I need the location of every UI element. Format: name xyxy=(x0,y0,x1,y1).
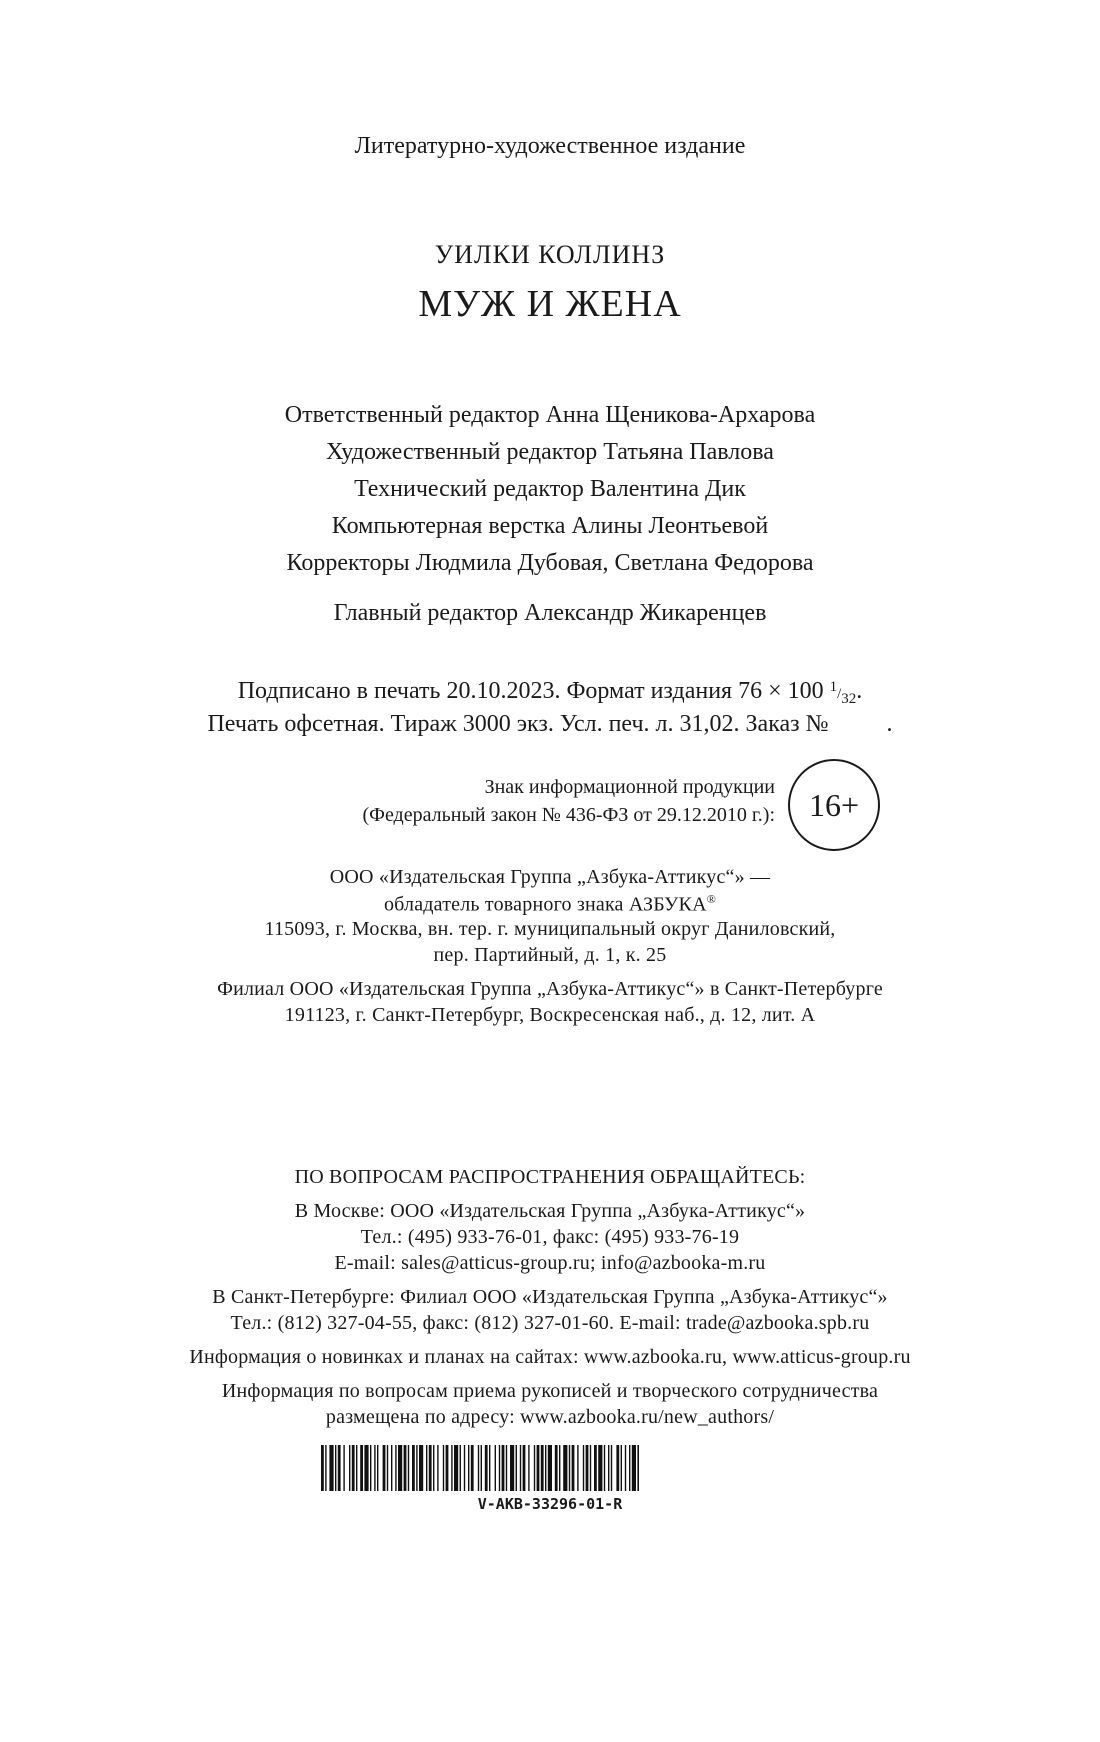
barcode-bar xyxy=(611,1445,612,1491)
barcode-bar xyxy=(454,1445,458,1491)
barcode-bar xyxy=(637,1445,639,1491)
barcode-bar xyxy=(528,1445,529,1491)
info-sign-law: (Федеральный закон № 436-ФЗ от 29.12.2010 г.): xyxy=(362,804,775,826)
barcode-bar xyxy=(374,1445,375,1491)
barcode-bar xyxy=(408,1445,409,1491)
barcode-bar xyxy=(520,1445,521,1491)
barcode-bar xyxy=(583,1445,584,1491)
barcode-bar xyxy=(460,1445,461,1491)
barcode-bar xyxy=(545,1445,546,1491)
barcode-bar xyxy=(387,1445,388,1491)
moscow-emails: E-mail: sales@atticus-group.ru; info@azbooka-m.ru xyxy=(334,1252,766,1274)
barcode-bar xyxy=(446,1445,449,1491)
manuscripts-info-1: Информация по вопросам приема рукописей и творческого сотрудничества xyxy=(221,1380,879,1402)
spb-distributor: В Санкт-Петербурге: Филиал ООО «Издательская Группа „Азбука-Аттикус“» xyxy=(212,1286,888,1308)
barcode-bar xyxy=(555,1445,558,1491)
barcode-bar xyxy=(464,1445,465,1491)
barcode-bar xyxy=(608,1445,609,1491)
barcode-bar xyxy=(395,1445,396,1491)
author-name: УИЛКИ КОЛЛИНЗ xyxy=(434,240,666,269)
barcode-bar xyxy=(616,1445,619,1491)
book-title: МУЖ И ЖЕНА xyxy=(418,283,682,325)
barcode-bar xyxy=(377,1445,378,1491)
barcode-bar xyxy=(534,1445,535,1491)
edition-type: Литературно-художественное издание xyxy=(354,133,746,159)
barcode-bar xyxy=(499,1445,500,1491)
barcode xyxy=(321,1445,639,1491)
manuscripts-info-2: размещена по адресу: www.azbooka.ru/new_authors/ xyxy=(325,1406,775,1428)
barcode-bar xyxy=(329,1445,333,1491)
moscow-phones: Тел.: (495) 933-76-01, факс: (495) 933-76-19 xyxy=(360,1226,740,1248)
barcode-bar xyxy=(419,1445,423,1491)
barcode-bar xyxy=(429,1445,432,1491)
barcode-bar xyxy=(478,1445,479,1491)
info-sign-label: Знак информационной продукции xyxy=(484,776,775,798)
barcode-bar xyxy=(621,1445,622,1491)
barcode-bar xyxy=(586,1445,589,1491)
distribution-heading: ПО ВОПРОСАМ РАСПРОСТРАНЕНИЯ ОБРАЩАЙТЕСЬ: xyxy=(294,1166,806,1188)
print-info-line-1 xyxy=(0,678,1100,708)
spb-contacts: Тел.: (812) 327-04-55, факс: (812) 327-01-60. E-mail: trade@azbooka.spb.ru xyxy=(230,1312,870,1334)
barcode-bar xyxy=(338,1445,341,1491)
barcode-bar xyxy=(433,1445,434,1491)
branch-address: 191123, г. Санкт-Петербург, Воскресенская наб., д. 12, лит. А xyxy=(284,1004,816,1026)
publisher-address-1: 115093, г. Москва, вн. тер. г. муниципальный округ Даниловский, xyxy=(264,918,836,940)
publisher-line-1: ООО «Издательская Группа „Азбука-Аттикус“» — xyxy=(329,866,771,888)
barcode-bar xyxy=(468,1445,469,1491)
barcode-bar xyxy=(594,1445,597,1491)
format-fraction-denominator: 32 xyxy=(841,691,857,707)
barcode-bar xyxy=(356,1445,357,1491)
chief-editor: Главный редактор Александр Жикаренцев xyxy=(333,600,767,626)
barcode-bar xyxy=(471,1445,474,1491)
barcode-bar xyxy=(352,1445,355,1491)
credit-layout: Компьютерная верстка Алины Леонтьевой xyxy=(331,513,769,539)
print-info-line-2 xyxy=(0,711,1100,738)
registered-mark: ® xyxy=(706,892,717,906)
barcode-bar xyxy=(451,1445,452,1491)
barcode-bar xyxy=(443,1445,444,1491)
barcode-bar xyxy=(506,1445,507,1491)
barcode-bar xyxy=(404,1445,407,1491)
barcode-bar xyxy=(481,1445,482,1491)
barcode-bar xyxy=(321,1445,324,1491)
barcode-bar xyxy=(335,1445,336,1491)
credit-technical-editor: Технический редактор Валентина Дик xyxy=(354,476,746,502)
barcode-bar xyxy=(559,1445,560,1491)
barcode-bar xyxy=(572,1445,575,1491)
print-info-order: Печать офсетная. Тираж 3000 экз. Усл. печ. л. 31,02. Заказ № xyxy=(207,711,829,737)
barcode-bar xyxy=(569,1445,570,1491)
barcode-bar xyxy=(604,1445,605,1491)
format-fraction-separator: / xyxy=(837,686,842,702)
barcode-bar xyxy=(416,1445,417,1491)
barcode-bar xyxy=(563,1445,567,1491)
format-fraction-numerator: 1 xyxy=(829,679,838,695)
barcode-bar xyxy=(523,1445,526,1491)
barcode-bar xyxy=(516,1445,517,1491)
publisher-trademark: обладатель товарного знака АЗБУКА xyxy=(383,893,707,916)
publisher-address-2: пер. Партийный, д. 1, к. 25 xyxy=(433,944,667,966)
age-rating-badge: 16+ xyxy=(788,759,880,851)
barcode-bar xyxy=(502,1445,505,1491)
barcode-bar xyxy=(537,1445,540,1491)
barcode-bar xyxy=(548,1445,552,1491)
barcode-bar xyxy=(391,1445,392,1491)
barcode-bar xyxy=(590,1445,591,1491)
print-info-order-period: . xyxy=(886,711,893,737)
barcode-code: V-AKB-33296-01-R xyxy=(477,1495,623,1513)
barcode-bar xyxy=(426,1445,427,1491)
moscow-distributor: В Москве: ООО «Издательская Группа „Азбука-Аттикус“» xyxy=(294,1200,806,1222)
publisher-line-2 xyxy=(0,892,1100,917)
barcode-bar xyxy=(370,1445,371,1491)
barcode-bar xyxy=(629,1445,630,1491)
credit-proofreaders: Корректоры Людмила Дубовая, Светлана Федорова xyxy=(286,550,814,576)
barcode-bar xyxy=(632,1445,636,1491)
print-info-period: . xyxy=(856,678,863,704)
barcode-bar xyxy=(349,1445,350,1491)
credit-art-editor: Художественный редактор Татьяна Павлова xyxy=(326,439,774,465)
barcode-bar xyxy=(495,1445,496,1491)
barcode-bar xyxy=(364,1445,368,1491)
barcode-bar xyxy=(625,1445,626,1491)
credit-responsible-editor: Ответственный редактор Анна Щеникова-Архарова xyxy=(284,402,816,428)
barcode-bar xyxy=(360,1445,363,1491)
barcode-bar xyxy=(398,1445,402,1491)
barcode-bar xyxy=(325,1445,326,1491)
barcode-bar xyxy=(577,1445,578,1491)
branch-line-1: Филиал ООО «Издательская Группа „Азбука-Аттикус“» в Санкт-Петербурге xyxy=(217,978,883,1000)
barcode-bar xyxy=(485,1445,488,1491)
barcode-bar xyxy=(437,1445,438,1491)
barcode-bar xyxy=(598,1445,602,1491)
print-info-text: Подписано в печать 20.10.2023. Формат издания 76 × 100 xyxy=(237,678,830,704)
barcode-bar xyxy=(383,1445,386,1491)
barcode-bar xyxy=(412,1445,415,1491)
barcode-bar xyxy=(489,1445,490,1491)
barcode-bar xyxy=(343,1445,344,1491)
barcode-bar xyxy=(510,1445,514,1491)
barcode-bar xyxy=(541,1445,544,1491)
websites-info: Информация о новинках и планах на сайтах: www.azbooka.ru, www.atticus-group.ru xyxy=(189,1346,911,1368)
